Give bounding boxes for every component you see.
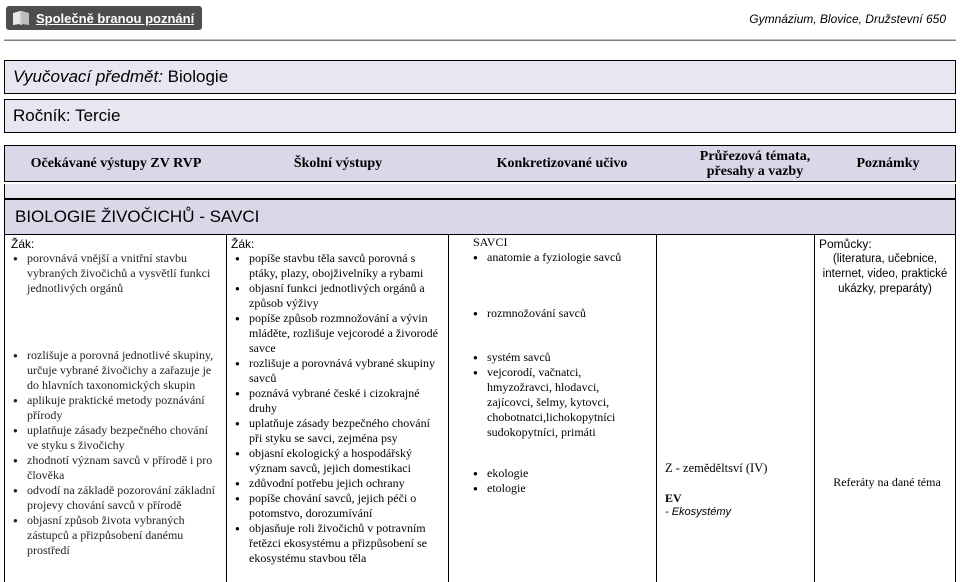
school-name: Gymnázium, Blovice, Družstevní 650 xyxy=(749,12,946,26)
expected-outputs-group-1 xyxy=(11,251,217,296)
list-item: ● uplatňuje zásady bezpečného chování při styku se savci, zejména psy xyxy=(233,416,445,446)
curriculum-group-3 xyxy=(471,350,655,380)
column-header-notes: Poznámky xyxy=(856,156,920,171)
reports-note: Referáty na dané téma xyxy=(833,475,941,489)
expected-outputs-column xyxy=(5,235,227,582)
column-header-row xyxy=(4,145,956,182)
year-key: Ročník: xyxy=(13,106,71,125)
list-item: ● porovnává vnější a vnitřní stavbu vybraných živočichů a vysvětlí funkci jednotlivých orgánů xyxy=(11,251,217,296)
student-label: Žák: xyxy=(231,237,255,251)
list-item: ● zdůvodní potřebu jejich ochrany xyxy=(233,476,445,491)
cross-topic-ev-text: - Ekosystémy xyxy=(665,506,732,518)
list-item: ● objasní ekologický a hospodářský význam savců, jejich domestikaci xyxy=(233,446,445,476)
subject-value: Biologie xyxy=(167,67,229,86)
list-item: ● objasní funkci jednotlivých orgánů a způsob výživy xyxy=(233,281,445,311)
column-header-expected-outputs: Očekávané výstupy ZV RVP xyxy=(30,156,202,171)
year-value: Tercie xyxy=(75,106,121,125)
list-item: ● etologie xyxy=(471,481,651,496)
list-item: ● uplatňuje zásady bezpečného chování ve styku s živočichy xyxy=(11,423,217,453)
content-table xyxy=(4,235,956,582)
year-box xyxy=(4,99,956,133)
list-item: ● poznává vybrané české i cizokrajné druhy xyxy=(233,386,445,416)
project-logo xyxy=(6,6,202,30)
curriculum-group-2 xyxy=(471,306,651,321)
header-spacer-row xyxy=(4,184,956,199)
list-item: ● popíše způsob rozmnožování a vývin mláděte, rozlišuje vejcorodé a živorodé savce xyxy=(233,311,445,356)
list-item: ● popíše chování savců, jejich péči o potomstvo, dorozumívání xyxy=(233,491,445,521)
list-item: ● rozlišuje a porovná jednotlivé skupiny, určuje vybrané živočichy a zařazuje je do hlavních taxonomických skupin xyxy=(11,348,217,393)
notes-column xyxy=(815,235,955,582)
list-item: ● zhodnotí význam savců v přírodě i pro člověka xyxy=(11,453,217,483)
list-item: ● vejcorodí, vačnatci, xyxy=(471,365,655,380)
cross-topics-column xyxy=(657,235,815,582)
list-item: ● objasní způsob života vybraných zástupců a přizpůsobení danému prostředí xyxy=(11,513,217,558)
list-item: ● anatomie a fyziologie savců xyxy=(471,250,651,265)
list-item: ● odvodí na základě pozorování základní projevy chování savců v přírodě xyxy=(11,483,217,513)
subject-box xyxy=(4,60,956,94)
cross-topic-z: Z - zeměděltsví (IV) xyxy=(665,461,768,475)
column-header-curriculum: Konkretizované učivo xyxy=(496,156,628,171)
subject-key: Vyučovací předmět: xyxy=(13,67,163,86)
list-item: ● ekologie xyxy=(471,466,651,481)
curriculum-column xyxy=(449,235,657,582)
school-outputs-list xyxy=(233,251,445,566)
logo-text: Společně branou poznání xyxy=(36,10,195,26)
school-outputs-column xyxy=(227,235,449,582)
student-label: Žák: xyxy=(11,237,35,251)
curriculum-group-1 xyxy=(471,250,651,265)
header-divider xyxy=(4,39,956,41)
list-item: ● rozmnožování savců xyxy=(471,306,651,321)
column-header-school-outputs: Školní výstupy xyxy=(293,156,383,171)
expected-outputs-group-2 xyxy=(11,348,217,558)
text-line: sudokopytníci, primáti xyxy=(487,425,596,439)
column-header-cross-topics: Průřezová témata, přesahy a vazby xyxy=(699,148,811,179)
cross-topic-ev-label: EV xyxy=(665,491,682,505)
text-line: chobotnatci,lichokopytníci xyxy=(487,410,616,424)
aids-label: Pomůcky: xyxy=(819,237,872,251)
aids-text: (literatura, učebnice, internet, video, praktické ukázky, preparáty) xyxy=(822,253,948,295)
book-icon xyxy=(12,10,30,26)
list-item: ● systém savců xyxy=(471,350,655,365)
text-line: zajícovci, šelmy, kytovci, xyxy=(487,395,610,409)
curriculum-taxa-lines xyxy=(487,380,657,440)
list-item: ● objasňuje roli živočichů v potravním řetězci ekosystému a přizpůsobení se ekosystému stavbou těla xyxy=(233,521,445,566)
list-item: ● aplikuje praktické metody poznávání přírody xyxy=(11,393,217,423)
list-item: ● rozlišuje a porovnává vybrané skupiny savců xyxy=(233,356,445,386)
section-title: BIOLOGIE ŽIVOČICHŮ - SAVCI xyxy=(4,199,956,235)
top-header xyxy=(0,0,960,44)
text-line: hmyzožravci, hlodavci, xyxy=(487,380,600,394)
list-item: ● popíše stavbu těla savců porovná s ptáky, plazy, obojživelníky a rybami xyxy=(233,251,445,281)
curriculum-group-4 xyxy=(471,466,651,496)
curriculum-heading: SAVCI xyxy=(473,235,508,249)
